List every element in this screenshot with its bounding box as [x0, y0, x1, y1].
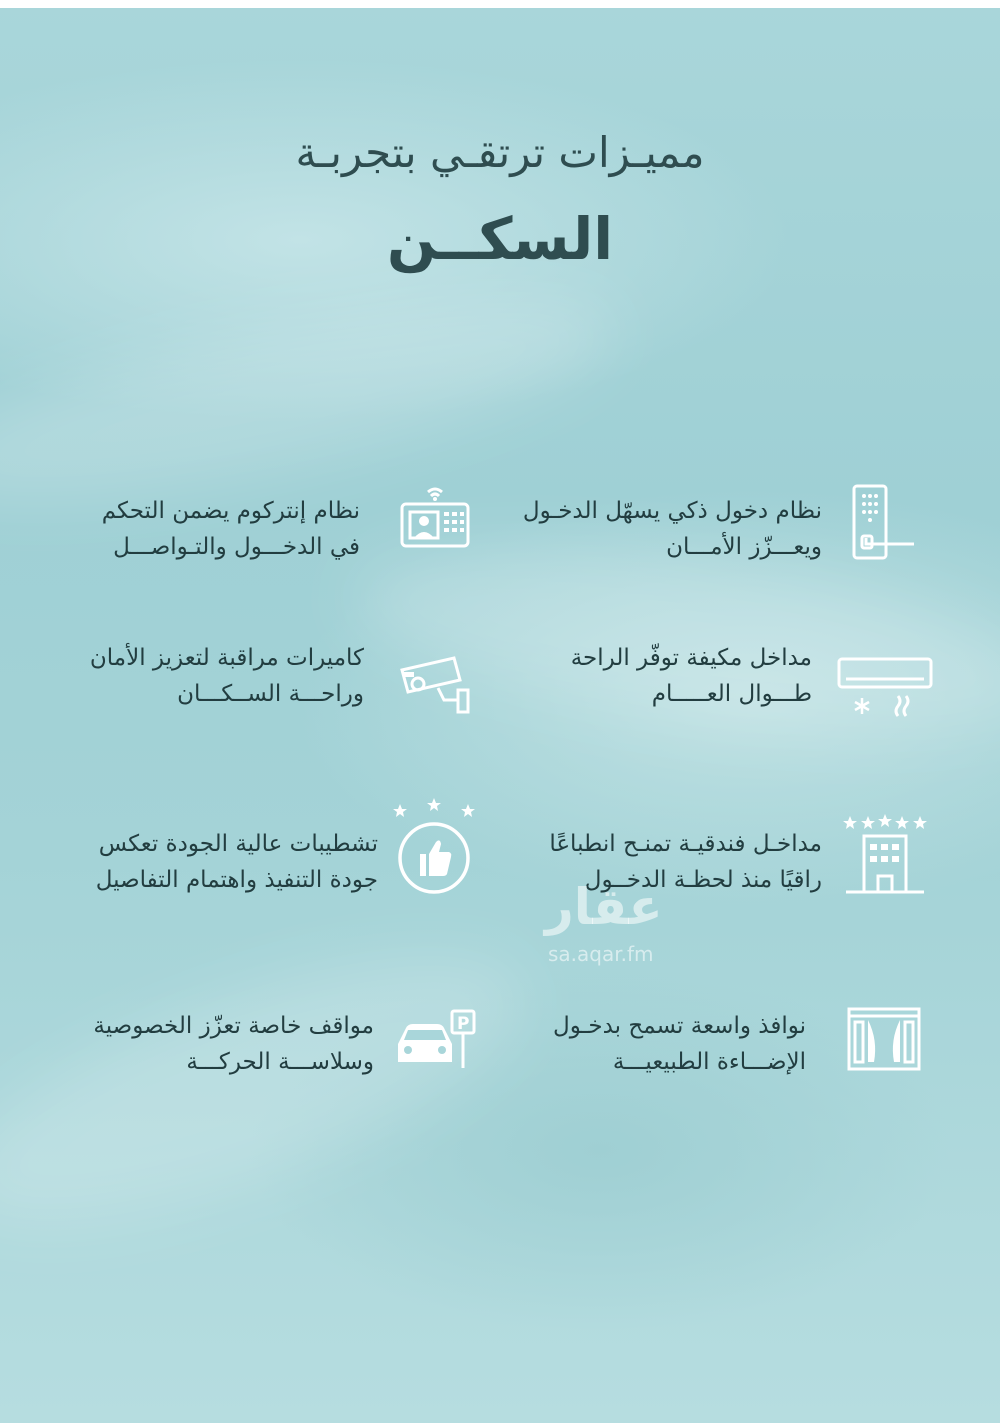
- feature-parking: [93, 1008, 374, 1080]
- feature-line: مواقف خاصة تعزّز الخصوصية: [93, 1013, 374, 1039]
- top-border: [0, 0, 1000, 8]
- feature-line: وسلاســـة الحركـــة: [186, 1049, 374, 1075]
- feature-line: راقيًا منذ لحظـة الدخــول: [584, 867, 822, 893]
- feature-line: وراحـــة الســكـــان: [177, 681, 364, 707]
- feature-line: ويعـــزّز الأمـــان: [666, 534, 822, 560]
- feature-intercom: [102, 493, 360, 565]
- window-curtains-icon: [846, 1006, 922, 1072]
- air-conditioner-icon: [836, 656, 934, 722]
- watermark-url: sa.aqar.fm: [548, 942, 654, 966]
- feature-line: نظام دخول ذكي يسهّل الدخـول: [522, 498, 822, 524]
- intercom-icon: [398, 482, 472, 552]
- paint-wash: [0, 903, 553, 1277]
- feature-line: نظام إنتركوم يضمن التحكم: [101, 498, 360, 524]
- feature-line: الإضـــاءة الطبيعيـــة: [612, 1049, 806, 1075]
- feature-smart-entry: [523, 493, 822, 565]
- feature-line: مداخـل فندقيـة تمنـح انطباعًا: [549, 831, 822, 857]
- feature-line: طـــوال العـــــام: [651, 681, 812, 707]
- parking-car-icon: [394, 1008, 478, 1070]
- feature-line: نوافذ واسعة تسمح بدخـول: [553, 1013, 806, 1039]
- quality-thumbs-up-icon: [386, 796, 482, 900]
- watermark-logo: عقار: [545, 878, 663, 936]
- feature-line: مداخل مكيفة توفّر الراحة: [570, 645, 812, 671]
- feature-cameras: [90, 640, 364, 712]
- feature-finishes: [96, 826, 378, 898]
- feature-line: جودة التنفيذ واهتمام التفاصيل: [95, 867, 378, 893]
- poster-title: السكــن: [386, 205, 614, 273]
- feature-line: تشطيبات عالية الجودة تعكس: [98, 831, 378, 857]
- smart-lock-icon: [848, 482, 918, 562]
- svg-text:P: P: [457, 1014, 470, 1034]
- security-camera-icon: [396, 654, 476, 718]
- poster-subtitle: مميـزات ترتقـي بتجربـة: [295, 128, 705, 177]
- feature-windows: [553, 1008, 806, 1080]
- feature-line: في الدخـــول والتـواصـــل: [113, 534, 360, 560]
- feature-line: كاميرات مراقبة لتعزيز الأمان: [89, 645, 364, 671]
- feature-air-conditioned: [571, 640, 812, 712]
- hotel-building-icon: [842, 814, 928, 896]
